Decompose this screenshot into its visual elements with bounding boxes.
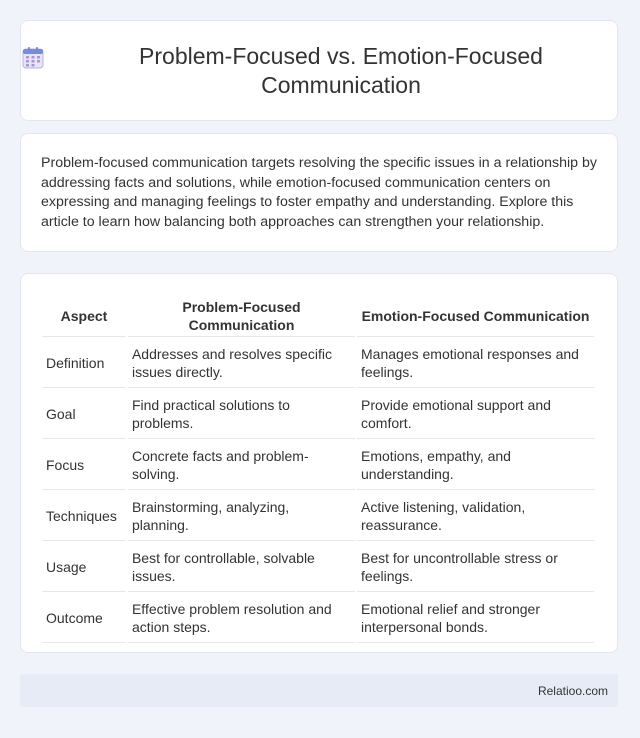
row-problem-focused: Effective problem resolution and action steps. [128,594,355,643]
row-aspect: Techniques [42,492,126,541]
header-problem-focused: Problem-Focused Communication [128,294,355,337]
row-problem-focused: Find practical solutions to problems. [128,390,355,439]
row-emotion-focused: Best for uncontrollable stress or feelings. [357,543,594,592]
table-row [42,339,594,388]
row-problem-focused: Addresses and resolves specific issues directly. [128,339,355,388]
header-emotion-focused: Emotion-Focused Communication [357,294,594,337]
row-emotion-focused: Emotions, empathy, and understanding. [357,441,594,490]
comparison-table [40,292,596,645]
table-row [42,594,594,643]
calendar-icon [21,46,45,70]
title-wrap [21,42,617,100]
footer-brand[interactable]: Relatioo.com [537,683,608,698]
comparison-table-card [20,273,618,653]
row-aspect: Focus [42,441,126,490]
row-emotion-focused: Provide emotional support and comfort. [357,390,594,439]
row-problem-focused: Concrete facts and problem-solving. [128,441,355,490]
header-aspect: Aspect [42,294,126,337]
table-row [42,390,594,439]
summary-text: Problem-focused communication targets resolving the specific issues in a relationship by addressing facts and solutions, while emotion-focused communication centers on expressing and managing feelings to foster empathy and understanding. Explore this article to learn how balancing both approaches can strengthen your relationship. [41,155,597,230]
row-emotion-focused: Emotional relief and stronger interpersonal bonds. [357,594,594,643]
footer [20,674,618,707]
row-aspect: Definition [42,339,126,388]
table-row [42,543,594,592]
summary-card [20,133,618,252]
row-aspect: Usage [42,543,126,592]
row-problem-focused: Brainstorming, analyzing, planning. [128,492,355,541]
table-row [42,492,594,541]
page-title: Problem-Focused vs. Emotion-Focused Communication [139,42,543,98]
title-card [20,20,618,121]
table-header-row [42,294,594,337]
row-aspect: Goal [42,390,126,439]
table-row [42,441,594,490]
row-emotion-focused: Manages emotional responses and feelings. [357,339,594,388]
row-emotion-focused: Active listening, validation, reassurance. [357,492,594,541]
row-aspect: Outcome [42,594,126,643]
row-problem-focused: Best for controllable, solvable issues. [128,543,355,592]
